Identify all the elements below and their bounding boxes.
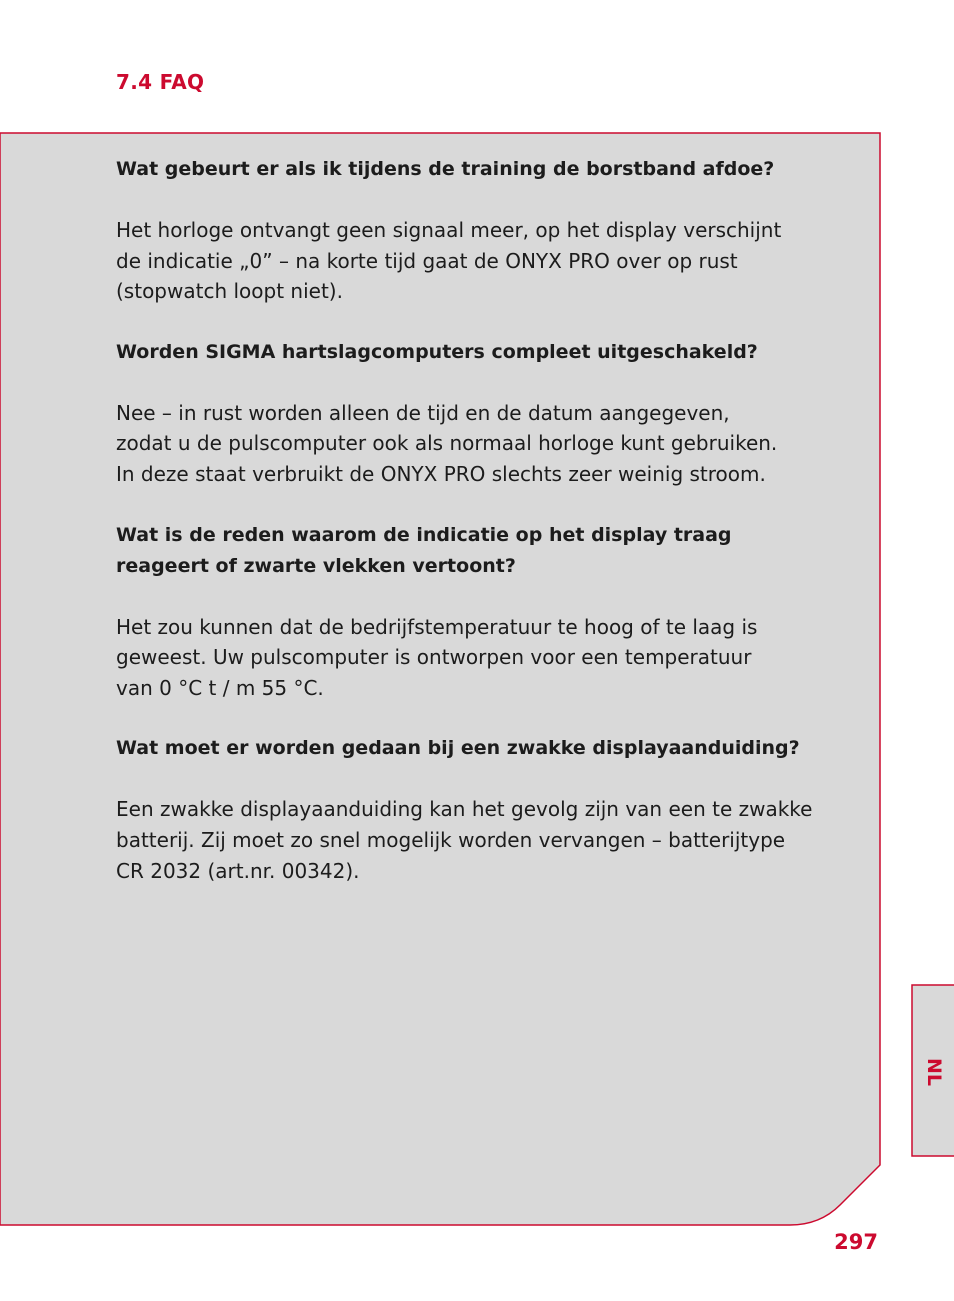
question-line: reageert of zwarte vlekken vertoont?: [116, 554, 516, 577]
answer-line: van 0 °C t / m 55 °C.: [116, 675, 324, 700]
faq-question-2: Worden SIGMA hartslagcomputers compleet uitgeschakeld?: [116, 340, 758, 363]
question-line: Wat is de reden waarom de indicatie op het display traag: [116, 523, 732, 546]
faq-answer-1: [116, 215, 836, 307]
answer-line: Een zwakke displayaanduiding kan het gevolg zijn van een te zwakke: [116, 797, 813, 822]
answer-line: Het horloge ontvangt geen signaal meer, op het display verschijnt: [116, 218, 782, 242]
faq-question-1: Wat gebeurt er als ik tijdens de training de borstband afdoe?: [116, 158, 775, 180]
answer-line: batterij. Zij moet zo snel mogelijk worden vervangen – batterijtype: [116, 827, 786, 852]
answer-line: Het zou kunnen dat de bedrijfstemperatuur te hoog of te laag is: [116, 614, 758, 639]
answer-line: CR 2032 (art.nr. 00342).: [116, 858, 360, 883]
faq-answer-4: [116, 794, 836, 886]
language-tab-label: NL: [923, 1058, 945, 1087]
page-number: 297: [834, 1230, 878, 1254]
faq-question-4: Wat moet er worden gedaan bij een zwakke displayaanduiding?: [116, 737, 800, 760]
faq-question-3: [116, 520, 836, 582]
answer-line: geweest. Uw pulscomputer is ontworpen voor een temperatuur: [116, 645, 752, 670]
section-title: 7.4 FAQ: [116, 70, 205, 94]
faq-answer-3: [116, 612, 836, 704]
faq-answer-2: [116, 398, 836, 490]
answer-line: zodat u de pulscomputer ook als normaal horloge kunt gebruiken.: [116, 431, 778, 456]
answer-line: In deze staat verbruikt de ONYX PRO slechts zeer weinig stroom.: [116, 461, 766, 486]
answer-line: (stopwatch loopt niet).: [116, 279, 343, 304]
answer-line: de indicatie „0” – na korte tijd gaat de ONYX PRO over op rust: [116, 248, 738, 273]
answer-line: Nee – in rust worden alleen de tijd en de datum aangegeven,: [116, 400, 730, 425]
faq-list: [116, 154, 836, 916]
